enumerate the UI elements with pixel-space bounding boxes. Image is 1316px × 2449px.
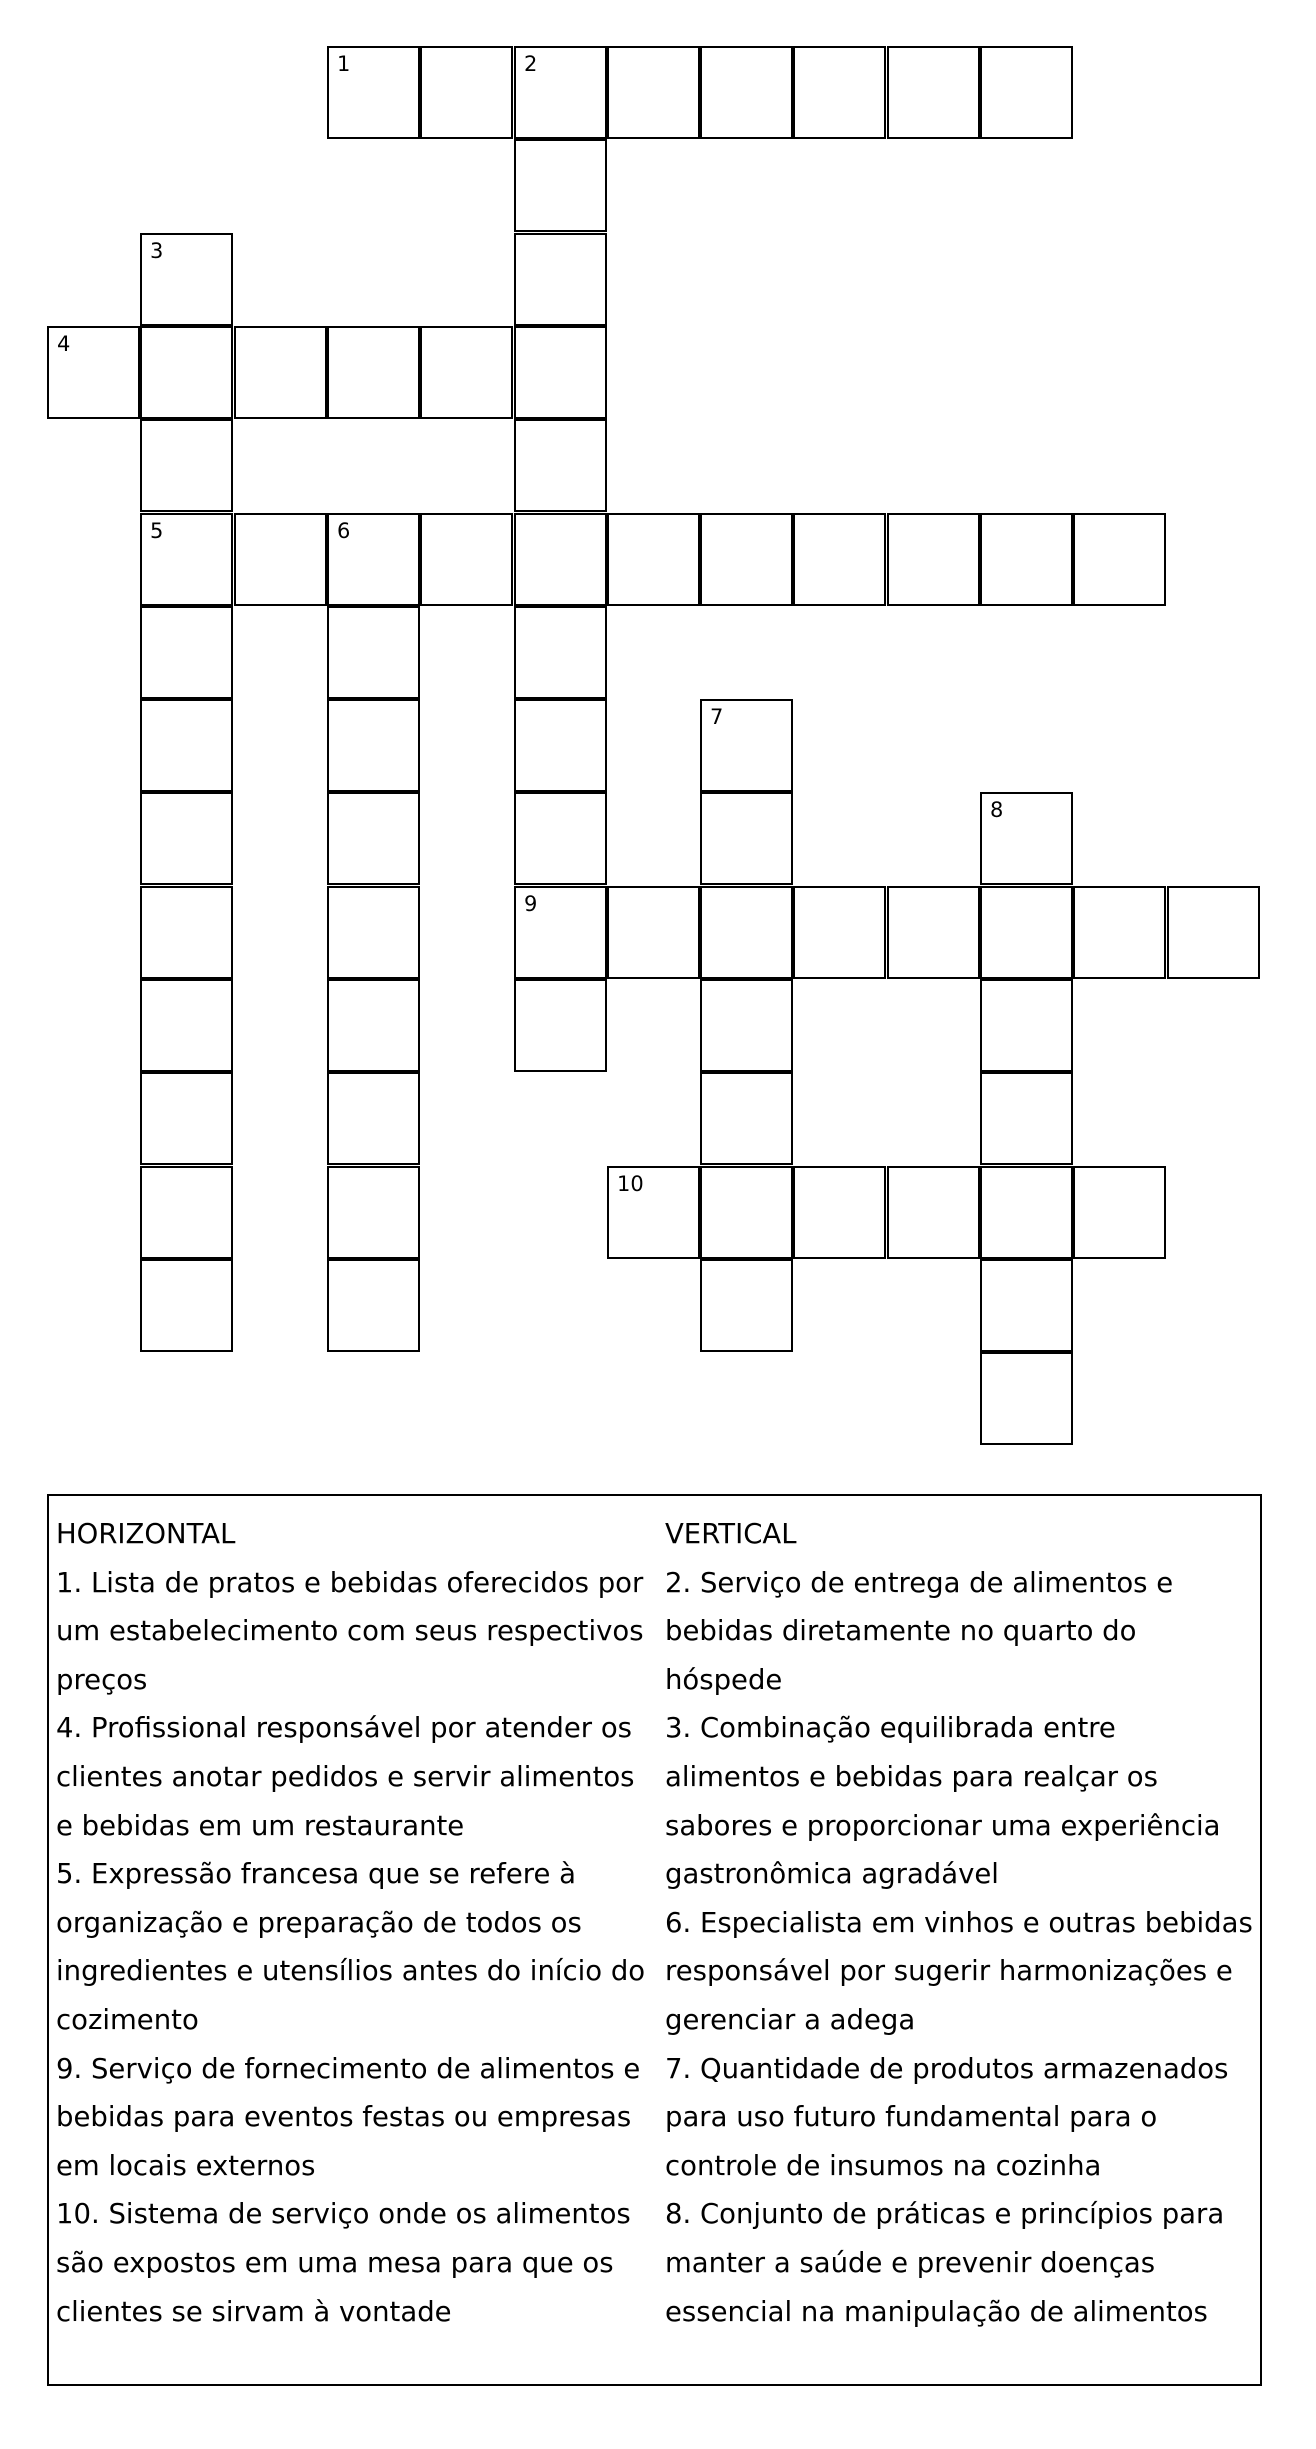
grid-cell[interactable] xyxy=(700,46,793,139)
grid-cell[interactable] xyxy=(980,1166,1073,1259)
grid-cell[interactable] xyxy=(327,606,420,699)
grid-cell[interactable] xyxy=(980,979,1073,1072)
grid-cell[interactable] xyxy=(793,886,886,979)
grid-cell[interactable] xyxy=(700,1166,793,1259)
grid-cell[interactable] xyxy=(327,513,420,606)
grid-cell[interactable] xyxy=(700,1259,793,1352)
grid-cell[interactable] xyxy=(793,46,886,139)
grid-cell[interactable] xyxy=(514,326,607,419)
grid-cell[interactable] xyxy=(327,46,420,139)
grid-cell[interactable] xyxy=(140,1072,233,1165)
grid-cell[interactable] xyxy=(514,233,607,326)
grid-cell[interactable] xyxy=(140,419,233,512)
grid-cell[interactable] xyxy=(700,513,793,606)
grid-cell[interactable] xyxy=(980,46,1073,139)
clue-number: 1 xyxy=(337,52,351,76)
clue-number: 5 xyxy=(150,519,164,543)
grid-cell[interactable] xyxy=(47,326,140,419)
grid-cell[interactable] xyxy=(514,606,607,699)
grid-cell[interactable] xyxy=(700,699,793,792)
grid-cell[interactable] xyxy=(140,326,233,419)
grid-cell[interactable] xyxy=(887,513,980,606)
grid-cell[interactable] xyxy=(140,792,233,885)
clues-box xyxy=(47,1494,1262,2386)
grid-cell[interactable] xyxy=(140,606,233,699)
clue-9: 9. Serviço de fornecimento de alimentos e bebidas para eventos festas ou empresas em locais externos xyxy=(56,2052,641,2182)
grid-cell[interactable] xyxy=(327,792,420,885)
clue-number: 7 xyxy=(710,705,724,729)
grid-cell[interactable] xyxy=(234,513,327,606)
grid-cell[interactable] xyxy=(887,886,980,979)
grid-cell[interactable] xyxy=(140,233,233,326)
grid-cell[interactable] xyxy=(607,886,700,979)
clue-number: 3 xyxy=(150,239,164,263)
vertical-heading: VERTICAL xyxy=(665,1518,797,1550)
clue-4: 4. Profissional responsável por atender os clientes anotar pedidos e servir alimentos e bebidas em um restaurante xyxy=(56,1712,635,1842)
grid-cell[interactable] xyxy=(887,46,980,139)
clue-number: 8 xyxy=(990,798,1004,822)
grid-cell[interactable] xyxy=(607,1166,700,1259)
grid-cell[interactable] xyxy=(140,1166,233,1259)
grid-cell[interactable] xyxy=(514,886,607,979)
grid-cell[interactable] xyxy=(980,1352,1073,1445)
grid-cell[interactable] xyxy=(700,979,793,1072)
grid-cell[interactable] xyxy=(793,513,886,606)
grid-cell[interactable] xyxy=(327,1072,420,1165)
grid-cell[interactable] xyxy=(140,979,233,1072)
grid-cell[interactable] xyxy=(327,326,420,419)
grid-cell[interactable] xyxy=(514,419,607,512)
grid-cell[interactable] xyxy=(514,46,607,139)
grid-cell[interactable] xyxy=(327,886,420,979)
grid-cell[interactable] xyxy=(140,886,233,979)
grid-cell[interactable] xyxy=(700,792,793,885)
grid-cell[interactable] xyxy=(327,979,420,1072)
grid-cell[interactable] xyxy=(700,1072,793,1165)
clue-1: 1. Lista de pratos e bebidas oferecidos por um estabelecimento com seus respectivos preços xyxy=(56,1566,644,1696)
grid-cell[interactable] xyxy=(234,326,327,419)
grid-cell[interactable] xyxy=(980,1259,1073,1352)
grid-cell[interactable] xyxy=(327,1166,420,1259)
vertical-clues xyxy=(665,1510,1255,2336)
clue-7: 7. Quantidade de produtos armazenados para uso futuro fundamental para o controle de insumos na cozinha xyxy=(665,2052,1229,2182)
horizontal-heading: HORIZONTAL xyxy=(56,1518,236,1550)
grid-cell[interactable] xyxy=(980,1072,1073,1165)
grid-cell[interactable] xyxy=(140,699,233,792)
grid-cell[interactable] xyxy=(327,699,420,792)
grid-cell[interactable] xyxy=(420,326,513,419)
grid-cell[interactable] xyxy=(980,792,1073,885)
grid-cell[interactable] xyxy=(514,699,607,792)
clue-5: 5. Expressão francesa que se refere à organização e preparação de todos os ingredientes e utensílios antes do início do cozimento xyxy=(56,1858,646,2036)
clue-number: 2 xyxy=(524,52,538,76)
grid-cell[interactable] xyxy=(887,1166,980,1259)
grid-cell[interactable] xyxy=(514,513,607,606)
grid-cell[interactable] xyxy=(1073,1166,1166,1259)
clue-number: 9 xyxy=(524,892,538,916)
clue-number: 10 xyxy=(617,1172,644,1196)
clue-8: 8. Conjunto de práticas e princípios para manter a saúde e prevenir doenças essencial na manipulação de alimentos xyxy=(665,2198,1225,2328)
clue-3: 3. Combinação equilibrada entre alimentos e bebidas para realçar os sabores e proporcionar uma experiência gastronômica agradável xyxy=(665,1712,1221,1891)
grid-cell[interactable] xyxy=(514,979,607,1072)
clue-2: 2. Serviço de entrega de alimentos e bebidas diretamente no quarto do hóspede xyxy=(665,1566,1174,1696)
grid-cell[interactable] xyxy=(514,139,607,232)
grid-cell[interactable] xyxy=(607,46,700,139)
grid-cell[interactable] xyxy=(1073,513,1166,606)
grid-cell[interactable] xyxy=(793,1166,886,1259)
grid-cell[interactable] xyxy=(327,1259,420,1352)
grid-cell[interactable] xyxy=(1073,886,1166,979)
clue-number: 4 xyxy=(57,332,71,356)
grid-cell[interactable] xyxy=(980,513,1073,606)
horizontal-clues xyxy=(56,1510,656,2336)
grid-cell[interactable] xyxy=(514,792,607,885)
grid-cell[interactable] xyxy=(140,513,233,606)
grid-cell[interactable] xyxy=(420,513,513,606)
grid-cell[interactable] xyxy=(1167,886,1260,979)
grid-cell[interactable] xyxy=(140,1259,233,1352)
clue-number: 6 xyxy=(337,519,351,543)
grid-cell[interactable] xyxy=(420,46,513,139)
grid-cell[interactable] xyxy=(607,513,700,606)
grid-cell[interactable] xyxy=(700,886,793,979)
clue-10: 10. Sistema de serviço onde os alimentos são expostos em uma mesa para que os clientes se sirvam à vontade xyxy=(56,2198,631,2328)
clue-6: 6. Especialista em vinhos e outras bebidas responsável por sugerir harmonizações e gerenciar a adega xyxy=(665,1906,1253,2036)
grid-cell[interactable] xyxy=(980,886,1073,979)
